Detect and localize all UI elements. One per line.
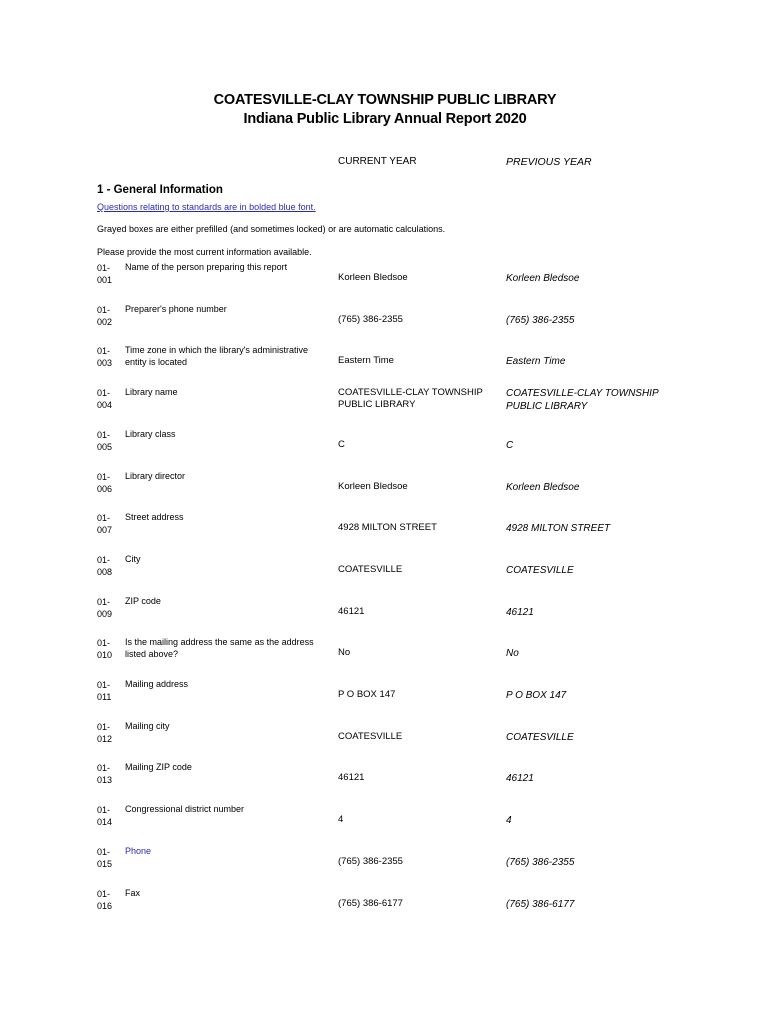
question-code: 01- 001 xyxy=(97,263,113,285)
question-code: 01- 007 xyxy=(97,513,113,536)
question-label: Library class xyxy=(125,428,176,439)
question-label: ZIP code xyxy=(125,595,161,606)
question-code: 01- 011 xyxy=(97,680,112,702)
current-year-value[interactable]: No xyxy=(338,647,351,659)
current-year-header: CURRENT YEAR xyxy=(338,156,417,167)
standards-link[interactable]: Questions relating to standards are in bolded blue font. xyxy=(97,202,316,212)
question-row xyxy=(0,345,770,385)
question-label: Mailing ZIP code xyxy=(125,762,192,773)
question-code: 01- 004 xyxy=(97,388,113,411)
report-title: COATESVILLE-CLAY TOWNSHIP PUBLIC LIBRARY xyxy=(213,92,557,108)
question-row xyxy=(0,554,770,594)
question-row xyxy=(0,721,770,761)
question-row xyxy=(0,262,770,302)
previous-year-value: Korleen Bledsoe xyxy=(506,273,580,284)
current-year-value[interactable]: Korleen Bledsoe xyxy=(338,272,408,283)
current-year-value[interactable]: COATESVILLE-CLAY TOWNSHIP PUBLIC LIBRARY xyxy=(338,387,483,411)
previous-year-value: COATESVILLE xyxy=(506,564,574,576)
question-code: 01- 006 xyxy=(97,471,113,494)
previous-year-value: P O BOX 147 xyxy=(506,690,567,701)
current-year-value[interactable]: COATESVILLE xyxy=(338,730,403,742)
question-row xyxy=(0,429,770,469)
grayed-boxes-note: Grayed boxes are either prefilled (and sometimes locked) or are automatic calculations. xyxy=(97,224,446,234)
current-year-value[interactable]: COATESVILLE xyxy=(338,563,403,575)
question-label: Mailing address xyxy=(125,679,189,689)
question-label: Phone xyxy=(125,845,152,856)
current-year-value[interactable]: (765) 386-2355 xyxy=(338,313,403,325)
question-row xyxy=(0,637,770,677)
report-subtitle: Indiana Public Library Annual Report 2020 xyxy=(243,111,527,127)
current-info-note: Please provide the most current information available. xyxy=(97,247,312,257)
question-row xyxy=(0,846,770,886)
previous-year-value: Eastern Time xyxy=(506,356,566,368)
section-title: 1 - General Information xyxy=(97,184,223,196)
question-row xyxy=(0,512,770,552)
previous-year-value: COATESVILLE xyxy=(506,731,574,743)
current-year-value[interactable]: 4 xyxy=(338,814,344,826)
question-row xyxy=(0,762,770,802)
question-label: Library director xyxy=(125,470,186,481)
question-code: 01- 012 xyxy=(97,721,113,744)
question-code: 01- 009 xyxy=(97,596,113,619)
question-code: 01- 014 xyxy=(97,805,113,828)
current-year-value[interactable]: (765) 386-2355 xyxy=(338,855,403,867)
question-label: Street address xyxy=(125,512,184,523)
question-label: City xyxy=(125,553,141,564)
current-year-value[interactable]: 46121 xyxy=(338,605,365,617)
previous-year-value: Korleen Bledsoe xyxy=(506,481,580,493)
previous-year-value: COATESVILLE-CLAY TOWNSHIP PUBLIC LIBRARY xyxy=(506,388,659,413)
question-row xyxy=(0,888,770,928)
question-label: Congressional district number xyxy=(125,804,245,815)
previous-year-value: 46121 xyxy=(506,606,534,618)
question-code: 01- 013 xyxy=(97,763,113,786)
question-label: Fax xyxy=(125,887,141,898)
question-label: Mailing city xyxy=(125,720,170,731)
question-code: 01- 016 xyxy=(97,888,113,911)
question-code: 01- 010 xyxy=(97,638,113,661)
current-year-value[interactable]: P O BOX 147 xyxy=(338,689,396,700)
question-row xyxy=(0,804,770,844)
previous-year-value: 4 xyxy=(506,815,512,827)
previous-year-value: No xyxy=(506,648,519,660)
question-code: 01- 002 xyxy=(97,304,113,327)
question-row xyxy=(0,596,770,636)
previous-year-value: C xyxy=(506,439,514,451)
current-year-value[interactable]: Eastern Time xyxy=(338,355,394,367)
previous-year-value: 4928 MILTON STREET xyxy=(506,523,611,535)
previous-year-value: (765) 386-6177 xyxy=(506,898,575,910)
question-code: 01- 008 xyxy=(97,554,113,577)
question-code: 01- 003 xyxy=(97,346,113,369)
previous-year-value: (765) 386-2355 xyxy=(506,856,575,868)
previous-year-value: 46121 xyxy=(506,773,534,785)
question-code: 01- 005 xyxy=(97,429,113,452)
question-row xyxy=(0,387,770,427)
previous-year-header: PREVIOUS YEAR xyxy=(506,156,592,168)
current-year-value[interactable]: (765) 386-6177 xyxy=(338,897,403,909)
previous-year-value: (765) 386-2355 xyxy=(506,314,575,326)
question-label: Name of the person preparing this report xyxy=(125,262,288,272)
current-year-value[interactable]: 4928 MILTON STREET xyxy=(338,522,437,534)
question-label: Time zone in which the library's administrative entity is located xyxy=(125,345,308,367)
question-code: 01- 015 xyxy=(97,846,113,869)
current-year-value[interactable]: Korleen Bledsoe xyxy=(338,480,408,492)
current-year-value[interactable]: C xyxy=(338,438,345,450)
question-label: Library name xyxy=(125,387,178,398)
question-label: Preparer's phone number xyxy=(125,303,227,314)
question-row xyxy=(0,471,770,511)
question-row xyxy=(0,679,770,719)
current-year-value[interactable]: 46121 xyxy=(338,772,365,784)
question-label: Is the mailing address the same as the address listed above? xyxy=(125,637,314,659)
question-row xyxy=(0,304,770,344)
